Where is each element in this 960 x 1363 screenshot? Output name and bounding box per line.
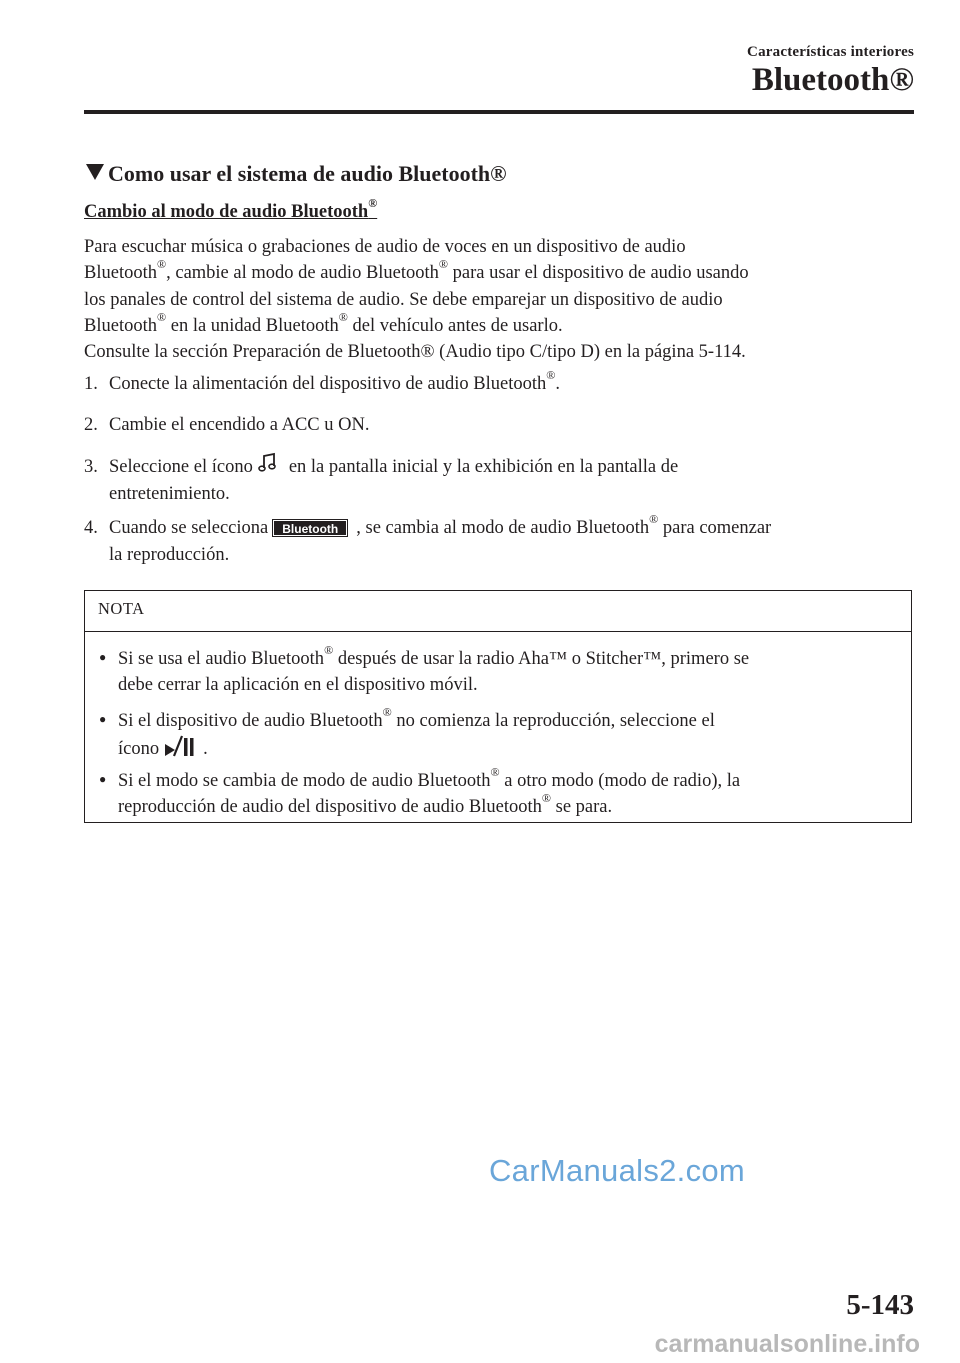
music-note-icon — [257, 452, 279, 474]
intro-line: Consulte la sección Preparación de Bluetooth® (Audio tipo C/tipo D) en la página 5-114. — [84, 342, 746, 363]
bullet-dot: ● — [99, 772, 107, 786]
step-1: 1. Conecte la alimentación del dispositivo de audio Bluetooth®. — [84, 367, 560, 394]
note-bullet-1: ● Si se usa el audio Bluetooth® después de usar la radio Aha™ o Stitcher™, primero se debe cerrar la aplicación en el dispositivo móvil. — [99, 642, 750, 695]
section-title — [86, 160, 507, 188]
header-rule — [84, 110, 914, 114]
triangle-down-icon — [86, 164, 104, 180]
note-header — [85, 591, 911, 632]
note-bullet-3: ● Si el modo se cambia de modo de audio Bluetooth® a otro modo (modo de radio), la reproducción de audio del dispositivo de audio Bluetooth® se para. — [99, 764, 741, 817]
step-3: 3. Seleccione el ícono en la pantalla inicial y la exhibición en la pantalla de entretenimiento. — [84, 452, 678, 508]
step-4: 4. Cuando se selecciona Bluetooth , se cambia al modo de audio Bluetooth® para comenzar la reproducción. — [84, 511, 772, 565]
note-box — [84, 590, 912, 823]
bullet-dot: ● — [99, 650, 107, 664]
play-pause-icon — [161, 734, 199, 758]
intro-line: Para escuchar música o grabaciones de audio de voces en un dispositivo de audio — [84, 237, 686, 257]
section-title-text: Como usar el sistema de audio Bluetooth® — [108, 161, 507, 186]
header-section-label: Características interiores — [747, 44, 914, 60]
intro-line: Bluetooth® en la unidad Bluetooth® del vehículo antes de usarlo. — [84, 309, 563, 336]
header-chapter-title: Bluetooth® — [751, 62, 914, 98]
bluetooth-button: Bluetooth — [272, 519, 348, 537]
page-number: 5-143 — [846, 1289, 914, 1321]
subsection-title-text: Cambio al modo de audio Bluetooth — [84, 202, 369, 222]
intro-line: Bluetooth®, cambie al modo de audio Bluetooth® para usar el dispositivo de audio usando — [84, 257, 749, 284]
bullet-dot: ● — [99, 712, 107, 726]
note-bullet-2: ● Si el dispositivo de audio Bluetooth® no comienza la reproducción, seleccione el ícono . — [99, 704, 715, 759]
intro-paragraph — [84, 234, 749, 365]
registered-mark: ® — [368, 195, 378, 210]
intro-line: los panales de control del sistema de audio. Se debe emparejar un dispositivo de audio — [84, 289, 723, 310]
footer-site-watermark: carmanualsonline.info — [654, 1330, 920, 1358]
watermark: CarManuals2.com — [489, 1153, 746, 1188]
note-title: NOTA — [98, 599, 145, 618]
step-2: 2. Cambie el encendido a ACC u ON. — [84, 415, 370, 435]
subsection-title — [84, 195, 378, 223]
